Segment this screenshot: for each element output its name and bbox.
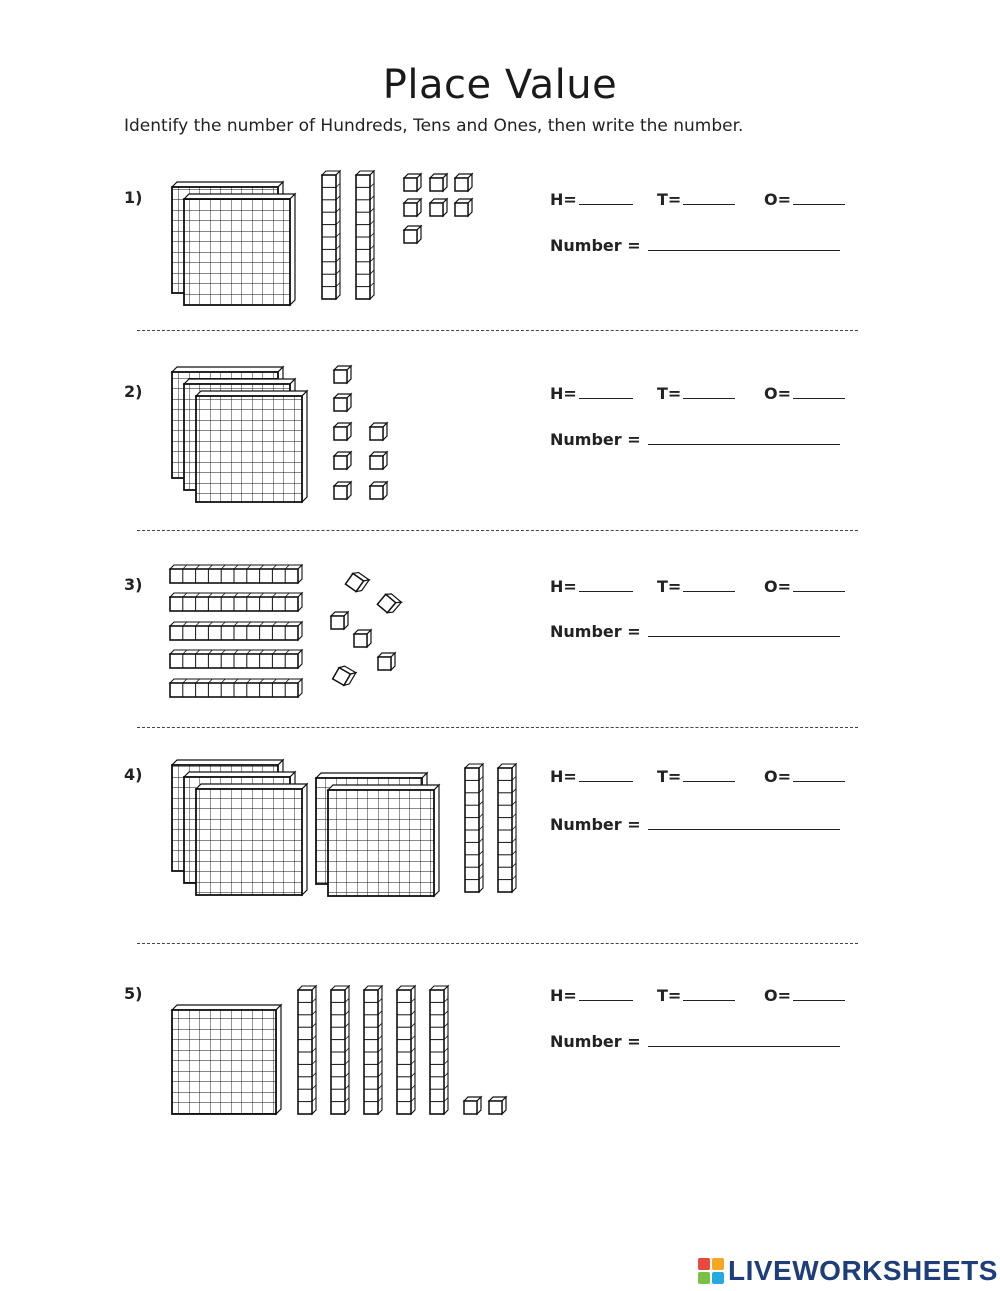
ones-label: O= [764, 986, 792, 1005]
ten-rod [397, 986, 415, 1114]
one-cube [430, 199, 447, 216]
ones-label: O= [764, 384, 792, 403]
logo-text: LIVEWORKSHEETS [728, 1255, 998, 1286]
one-cube [404, 226, 421, 243]
tens-label: T= [657, 986, 682, 1005]
logo-square-3 [698, 1272, 710, 1284]
hundreds-label: H= [550, 767, 577, 786]
tens-label: T= [657, 190, 682, 209]
ten-rod [170, 593, 302, 611]
ones-label: O= [764, 577, 792, 596]
ten-rod [356, 171, 374, 299]
hundred-flat [196, 784, 307, 895]
one-cube [370, 482, 387, 499]
one-cube [331, 612, 348, 629]
number-label: Number = [550, 236, 641, 255]
one-cube [404, 199, 421, 216]
tens-label: T= [657, 577, 682, 596]
one-cube [354, 630, 371, 647]
one-cube [489, 1097, 506, 1114]
one-cube [345, 570, 369, 594]
hundreds-label: H= [550, 384, 577, 403]
one-cube [455, 199, 472, 216]
one-cube [334, 482, 351, 499]
question-number-1: 1) [124, 188, 143, 207]
one-cube [370, 423, 387, 440]
number-label: Number = [550, 430, 641, 449]
one-cube [334, 452, 351, 469]
one-cube [370, 452, 387, 469]
number-label: Number = [550, 622, 641, 641]
ten-rod [331, 986, 349, 1114]
worksheet-title: Place Value [382, 62, 618, 108]
hundred-flat [328, 785, 439, 896]
question-number-3: 3) [124, 575, 143, 594]
ten-rod [322, 171, 340, 299]
question-number-2: 2) [124, 382, 143, 401]
hundred-flat [172, 1005, 281, 1114]
one-cube [334, 423, 351, 440]
ten-rod [298, 986, 316, 1114]
one-cube [404, 174, 421, 191]
question-number-4: 4) [124, 765, 143, 784]
ten-rod [465, 764, 483, 892]
one-cube [430, 174, 447, 191]
tens-label: T= [657, 767, 682, 786]
one-cube [455, 174, 472, 191]
logo-square-1 [698, 1258, 710, 1270]
ones-label: O= [764, 767, 792, 786]
hundreds-label: H= [550, 190, 577, 209]
one-cube [333, 664, 356, 687]
ten-rod [430, 986, 448, 1114]
ten-rod [170, 650, 302, 668]
tens-label: T= [657, 384, 682, 403]
one-cube [334, 394, 351, 411]
one-cube [378, 653, 395, 670]
liveworksheets-logo [698, 1256, 998, 1286]
one-cube [464, 1097, 481, 1114]
hundred-flat [184, 194, 295, 305]
hundred-flat [196, 391, 307, 502]
logo-squares-icon [698, 1258, 724, 1284]
logo-square-2 [712, 1258, 724, 1270]
ten-rod [170, 565, 302, 583]
hundreds-label: H= [550, 986, 577, 1005]
question-number-5: 5) [124, 984, 143, 1003]
instructions: Identify the number of Hundreds, Tens and Ones, then write the number. [124, 116, 744, 136]
logo-square-4 [712, 1272, 724, 1284]
hundreds-label: H= [550, 577, 577, 596]
ten-rod [364, 986, 382, 1114]
one-cube [334, 366, 351, 383]
number-label: Number = [550, 815, 641, 834]
ten-rod [170, 679, 302, 697]
one-cube [377, 591, 401, 615]
ten-rod [170, 622, 302, 640]
number-label: Number = [550, 1032, 641, 1051]
ten-rod [498, 764, 516, 892]
ones-label: O= [764, 190, 792, 209]
